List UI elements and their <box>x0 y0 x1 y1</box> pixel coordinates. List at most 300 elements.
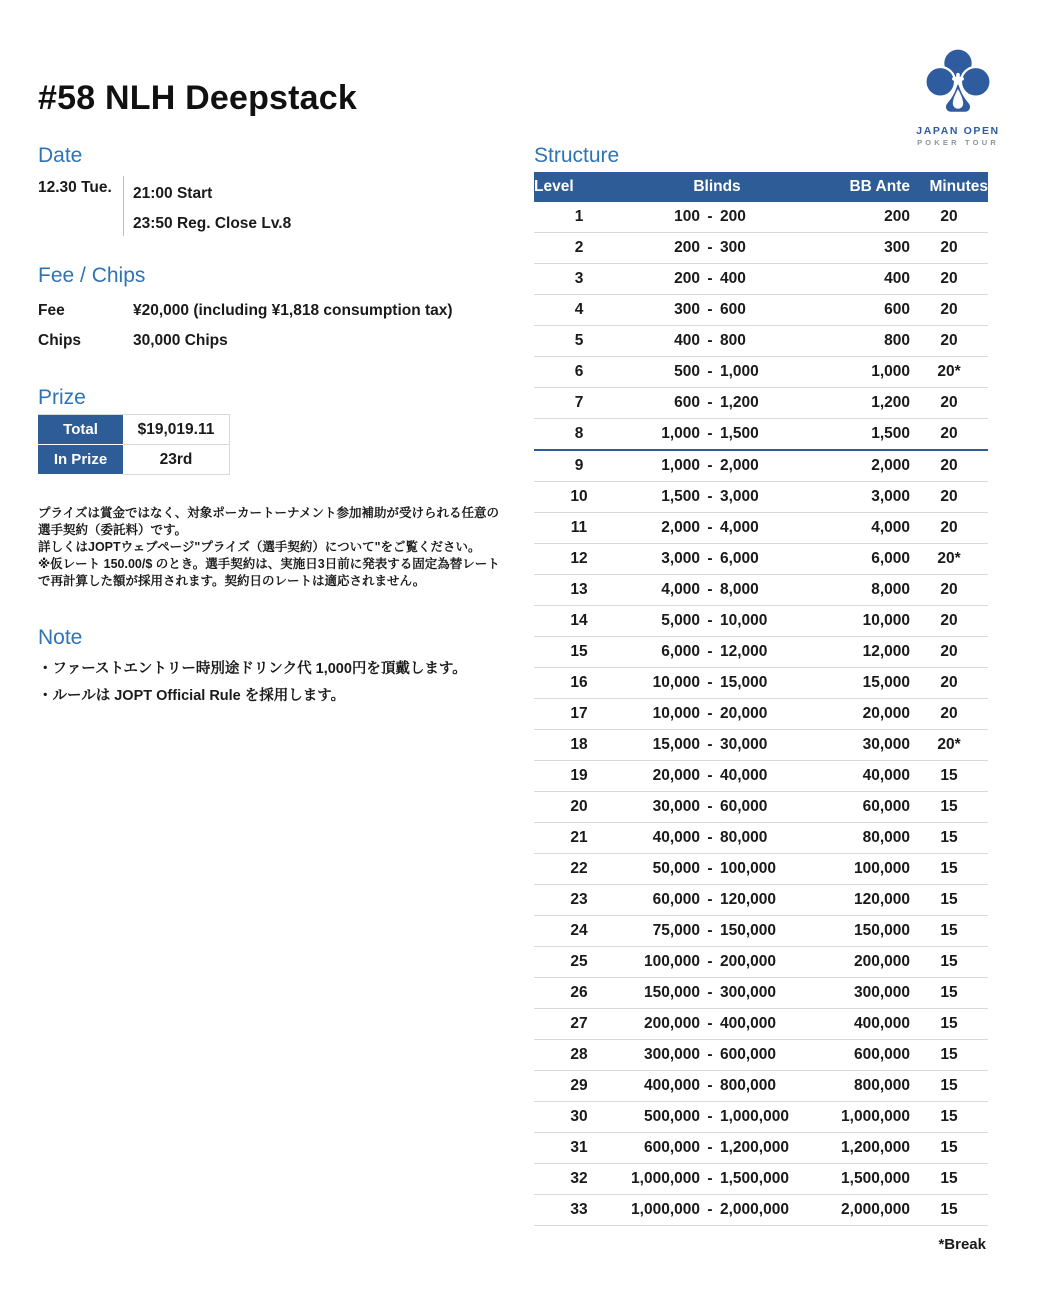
blinds-dash: - <box>707 612 713 629</box>
small-blind-value: 600 <box>674 394 700 411</box>
blinds-dash: - <box>707 1077 713 1094</box>
blinds-cell <box>624 264 810 295</box>
big-blind-value: 1,200,000 <box>720 1139 789 1156</box>
start-time: 21:00 Start <box>133 185 213 202</box>
big-blind-value: 1,000,000 <box>720 1108 789 1125</box>
date-body <box>38 176 498 238</box>
small-blind-value: 1,000 <box>661 425 700 442</box>
structure-row <box>534 730 988 761</box>
bb-ante-cell: 12,000 <box>810 637 910 668</box>
note-items <box>38 656 508 710</box>
bb-ante-cell: 1,000,000 <box>810 1102 910 1133</box>
blinds-wrap <box>624 1046 810 1064</box>
blinds-dash: - <box>707 736 713 753</box>
bb-ante-cell: 200,000 <box>810 947 910 978</box>
blinds-cell <box>624 1040 810 1071</box>
minutes-cell: 15 <box>910 1071 988 1102</box>
small-blind-value: 300,000 <box>643 1046 700 1063</box>
blinds-wrap <box>624 457 810 475</box>
structure-row <box>534 233 988 264</box>
big-blind-value: 800,000 <box>720 1077 777 1094</box>
minutes-cell: 15 <box>910 1133 988 1164</box>
minutes-cell: 20* <box>910 730 988 761</box>
blinds-wrap <box>624 922 810 940</box>
prize-heading: Prize <box>38 386 86 409</box>
minutes-cell: 15 <box>910 885 988 916</box>
jopt-logo <box>912 45 1004 147</box>
blinds-wrap <box>624 798 810 816</box>
level-cell: 10 <box>534 482 624 513</box>
small-blind-value: 10,000 <box>652 674 700 691</box>
structure-row <box>534 854 988 885</box>
fee-chips-heading: Fee / Chips <box>38 264 146 287</box>
blinds-dash: - <box>707 891 713 908</box>
prize-total-value: $19,019.11 <box>123 415 230 445</box>
disclaimer-line-3: ※仮レート 150.00/$ のとき。選手契約は、実施日3日前に発表する固定為替レートで再計算した額が採用されます。契約日のレートは適応されません。 <box>38 557 500 588</box>
blinds-wrap <box>624 643 810 661</box>
prize-total-row <box>38 415 230 445</box>
bb-ante-cell: 2,000 <box>810 450 910 482</box>
blinds-cell <box>624 202 810 233</box>
blinds-cell <box>624 1009 810 1040</box>
big-blind-value: 3,000 <box>720 488 759 505</box>
bb-ante-cell: 150,000 <box>810 916 910 947</box>
blinds-dash: - <box>707 860 713 877</box>
logo-text-poker-tour: POKER TOUR <box>917 138 999 147</box>
bb-ante-cell: 8,000 <box>810 575 910 606</box>
small-blind-value: 1,000,000 <box>631 1170 700 1187</box>
level-cell: 30 <box>534 1102 624 1133</box>
blinds-wrap <box>624 550 810 568</box>
blinds-wrap <box>624 363 810 381</box>
structure-row <box>534 668 988 699</box>
structure-row <box>534 1164 988 1195</box>
big-blind-value: 40,000 <box>720 767 768 784</box>
level-cell: 3 <box>534 264 624 295</box>
minutes-cell: 20 <box>910 419 988 451</box>
small-blind-value: 6,000 <box>661 643 700 660</box>
minutes-cell: 20 <box>910 482 988 513</box>
bb-ante-cell: 800 <box>810 326 910 357</box>
structure-section <box>534 144 990 1253</box>
small-blind-value: 5,000 <box>661 612 700 629</box>
blinds-wrap <box>624 984 810 1002</box>
blinds-cell <box>624 730 810 761</box>
minutes-cell: 20 <box>910 668 988 699</box>
bb-ante-cell: 1,500 <box>810 419 910 451</box>
blinds-wrap <box>624 736 810 754</box>
level-cell: 4 <box>534 295 624 326</box>
chips-row <box>38 326 498 356</box>
structure-row <box>534 450 988 482</box>
bb-ante-cell: 1,200 <box>810 388 910 419</box>
small-blind-value: 50,000 <box>652 860 700 877</box>
level-cell: 15 <box>534 637 624 668</box>
structure-row <box>534 513 988 544</box>
small-blind-value: 200 <box>674 270 700 287</box>
blinds-dash: - <box>707 550 713 567</box>
blinds-dash: - <box>707 519 713 536</box>
blinds-wrap <box>624 1170 810 1188</box>
bb-ante-cell: 40,000 <box>810 761 910 792</box>
level-cell: 27 <box>534 1009 624 1040</box>
blinds-dash: - <box>707 425 713 442</box>
big-blind-value: 600 <box>720 301 746 318</box>
blinds-dash: - <box>707 239 713 256</box>
structure-row <box>534 1040 988 1071</box>
note-item-drink: ・ファーストエントリー時別途ドリンク代 1,000円を頂戴します。 <box>38 661 467 677</box>
prize-section <box>38 386 230 475</box>
column-header-blinds: Blinds <box>624 172 810 202</box>
blinds-dash: - <box>707 1139 713 1156</box>
bb-ante-cell: 4,000 <box>810 513 910 544</box>
blinds-dash: - <box>707 1108 713 1125</box>
bb-ante-cell: 1,500,000 <box>810 1164 910 1195</box>
minutes-cell: 20 <box>910 233 988 264</box>
disclaimer-line-2: 詳しくはJOPTウェブページ"プライズ（選手契約）について"をご覧ください。 <box>38 540 481 554</box>
level-cell: 7 <box>534 388 624 419</box>
blinds-dash: - <box>707 488 713 505</box>
blinds-dash: - <box>707 1046 713 1063</box>
bb-ante-cell: 80,000 <box>810 823 910 854</box>
minutes-cell: 15 <box>910 1040 988 1071</box>
level-cell: 28 <box>534 1040 624 1071</box>
small-blind-value: 2,000 <box>661 519 700 536</box>
blinds-wrap <box>624 891 810 909</box>
level-cell: 5 <box>534 326 624 357</box>
big-blind-value: 100,000 <box>720 860 777 877</box>
big-blind-value: 80,000 <box>720 829 768 846</box>
blinds-wrap <box>624 612 810 630</box>
note-section <box>38 626 508 710</box>
fee-value: ¥20,000 (including ¥1,818 consumption tax) <box>133 302 453 319</box>
prize-table <box>38 414 230 475</box>
small-blind-value: 100,000 <box>643 953 700 970</box>
structure-row <box>534 761 988 792</box>
big-blind-value: 60,000 <box>720 798 768 815</box>
level-cell: 1 <box>534 202 624 233</box>
structure-row <box>534 482 988 513</box>
minutes-cell: 15 <box>910 792 988 823</box>
blinds-wrap <box>624 767 810 785</box>
blinds-dash: - <box>707 363 713 380</box>
blinds-wrap <box>624 1015 810 1033</box>
level-cell: 21 <box>534 823 624 854</box>
bb-ante-cell: 10,000 <box>810 606 910 637</box>
structure-table-body <box>534 202 988 1226</box>
small-blind-value: 10,000 <box>652 705 700 722</box>
small-blind-value: 30,000 <box>652 798 700 815</box>
level-cell: 33 <box>534 1195 624 1226</box>
blinds-dash: - <box>707 798 713 815</box>
structure-row <box>534 637 988 668</box>
big-blind-value: 200 <box>720 208 746 225</box>
big-blind-value: 4,000 <box>720 519 759 536</box>
prize-inprize-label: In Prize <box>38 445 123 475</box>
minutes-cell: 15 <box>910 854 988 885</box>
minutes-cell: 15 <box>910 1102 988 1133</box>
minutes-cell: 20 <box>910 202 988 233</box>
minutes-cell: 15 <box>910 947 988 978</box>
structure-row <box>534 1102 988 1133</box>
level-cell: 19 <box>534 761 624 792</box>
minutes-cell: 20 <box>910 388 988 419</box>
minutes-cell: 20 <box>910 295 988 326</box>
level-cell: 2 <box>534 233 624 264</box>
blinds-cell <box>624 513 810 544</box>
structure-row <box>534 544 988 575</box>
blinds-cell <box>624 450 810 482</box>
blinds-cell <box>624 575 810 606</box>
structure-row <box>534 295 988 326</box>
blinds-dash: - <box>707 1170 713 1187</box>
bb-ante-cell: 30,000 <box>810 730 910 761</box>
structure-table-head <box>534 172 988 202</box>
bb-ante-cell: 15,000 <box>810 668 910 699</box>
blinds-dash: - <box>707 332 713 349</box>
minutes-cell: 20 <box>910 575 988 606</box>
structure-row <box>534 264 988 295</box>
blinds-wrap <box>624 674 810 692</box>
date-day: 12.30 Tue. <box>38 179 112 196</box>
blinds-dash: - <box>707 1015 713 1032</box>
blinds-dash: - <box>707 922 713 939</box>
structure-table <box>534 172 988 1226</box>
blinds-wrap <box>624 1077 810 1095</box>
minutes-cell: 15 <box>910 823 988 854</box>
minutes-cell: 20 <box>910 699 988 730</box>
fee-label: Fee <box>38 302 65 319</box>
chips-label: Chips <box>38 332 82 349</box>
big-blind-value: 600,000 <box>720 1046 777 1063</box>
structure-row <box>534 699 988 730</box>
bb-ante-cell: 120,000 <box>810 885 910 916</box>
blinds-wrap <box>624 519 810 537</box>
small-blind-value: 400 <box>674 332 700 349</box>
big-blind-value: 6,000 <box>720 550 759 567</box>
big-blind-value: 2,000 <box>720 457 759 474</box>
big-blind-value: 1,000 <box>720 363 759 380</box>
blinds-wrap <box>624 425 810 443</box>
structure-row <box>534 1133 988 1164</box>
blinds-wrap <box>624 860 810 878</box>
small-blind-value: 60,000 <box>652 891 700 908</box>
club-drop-icon <box>921 45 995 123</box>
column-header-minutes: Minutes <box>910 172 988 202</box>
level-cell: 6 <box>534 357 624 388</box>
minutes-cell: 15 <box>910 1164 988 1195</box>
blinds-cell <box>624 1102 810 1133</box>
blinds-cell <box>624 947 810 978</box>
blinds-cell <box>624 792 810 823</box>
date-heading: Date <box>38 144 83 167</box>
column-header-bb-ante: BB Ante <box>810 172 910 202</box>
blinds-cell <box>624 699 810 730</box>
structure-header-row <box>534 172 988 202</box>
blinds-cell <box>624 668 810 699</box>
structure-row <box>534 792 988 823</box>
big-blind-value: 300,000 <box>720 984 777 1001</box>
level-cell: 23 <box>534 885 624 916</box>
level-cell: 13 <box>534 575 624 606</box>
blinds-wrap <box>624 239 810 257</box>
structure-row <box>534 202 988 233</box>
small-blind-value: 1,000,000 <box>631 1201 700 1218</box>
big-blind-value: 12,000 <box>720 643 768 660</box>
minutes-cell: 15 <box>910 978 988 1009</box>
bb-ante-cell: 600,000 <box>810 1040 910 1071</box>
blinds-dash: - <box>707 1201 713 1218</box>
blinds-cell <box>624 482 810 513</box>
break-footnote: *Break <box>938 1236 986 1253</box>
blinds-dash: - <box>707 394 713 411</box>
blinds-dash: - <box>707 457 713 474</box>
prize-inprize-value: 23rd <box>123 445 230 475</box>
logo-text-japan-open: JAPAN OPEN <box>916 125 1000 137</box>
small-blind-value: 1,500 <box>661 488 700 505</box>
small-blind-value: 20,000 <box>652 767 700 784</box>
blinds-dash: - <box>707 581 713 598</box>
big-blind-value: 15,000 <box>720 674 768 691</box>
level-cell: 25 <box>534 947 624 978</box>
blinds-wrap <box>624 581 810 599</box>
disclaimer-line-1: プライズは賞金ではなく、対象ポーカートーナメント参加補助が受けられる任意の選手契約（委託料）です。 <box>38 506 500 537</box>
minutes-cell: 20 <box>910 264 988 295</box>
structure-row <box>534 606 988 637</box>
level-cell: 17 <box>534 699 624 730</box>
bb-ante-cell: 400 <box>810 264 910 295</box>
big-blind-value: 10,000 <box>720 612 768 629</box>
structure-row <box>534 885 988 916</box>
blinds-cell <box>624 1195 810 1226</box>
blinds-dash: - <box>707 270 713 287</box>
blinds-dash: - <box>707 829 713 846</box>
blinds-dash: - <box>707 767 713 784</box>
minutes-cell: 15 <box>910 1195 988 1226</box>
blinds-cell <box>624 388 810 419</box>
big-blind-value: 20,000 <box>720 705 768 722</box>
minutes-cell: 15 <box>910 916 988 947</box>
blinds-cell <box>624 544 810 575</box>
level-cell: 16 <box>534 668 624 699</box>
big-blind-value: 1,500 <box>720 425 759 442</box>
blinds-cell <box>624 419 810 451</box>
note-heading: Note <box>38 626 83 649</box>
blinds-dash: - <box>707 674 713 691</box>
bb-ante-cell: 400,000 <box>810 1009 910 1040</box>
prize-disclaimer <box>38 505 508 590</box>
level-cell: 9 <box>534 450 624 482</box>
blinds-wrap <box>624 488 810 506</box>
level-cell: 22 <box>534 854 624 885</box>
blinds-dash: - <box>707 301 713 318</box>
big-blind-value: 150,000 <box>720 922 777 939</box>
level-cell: 18 <box>534 730 624 761</box>
structure-row <box>534 388 988 419</box>
bb-ante-cell: 300 <box>810 233 910 264</box>
minutes-cell: 20* <box>910 544 988 575</box>
big-blind-value: 30,000 <box>720 736 768 753</box>
big-blind-value: 300 <box>720 239 746 256</box>
minutes-cell: 20 <box>910 637 988 668</box>
structure-row <box>534 1195 988 1226</box>
bb-ante-cell: 300,000 <box>810 978 910 1009</box>
fee-chips-rows <box>38 296 498 356</box>
minutes-cell: 20* <box>910 357 988 388</box>
page-title: #58 NLH Deepstack <box>38 78 357 117</box>
blinds-wrap <box>624 208 810 226</box>
prize-total-label: Total <box>38 415 123 445</box>
small-blind-value: 400,000 <box>643 1077 700 1094</box>
small-blind-value: 500 <box>674 363 700 380</box>
small-blind-value: 15,000 <box>652 736 700 753</box>
blinds-cell <box>624 357 810 388</box>
minutes-cell: 20 <box>910 606 988 637</box>
small-blind-value: 40,000 <box>652 829 700 846</box>
big-blind-value: 8,000 <box>720 581 759 598</box>
small-blind-value: 200,000 <box>643 1015 700 1032</box>
bb-ante-cell: 1,200,000 <box>810 1133 910 1164</box>
structure-row <box>534 575 988 606</box>
blinds-dash: - <box>707 705 713 722</box>
structure-row <box>534 357 988 388</box>
date-times <box>133 179 291 239</box>
small-blind-value: 200 <box>674 239 700 256</box>
prize-inprize-row <box>38 445 230 475</box>
minutes-cell: 20 <box>910 513 988 544</box>
minutes-cell: 15 <box>910 1009 988 1040</box>
bb-ante-cell: 6,000 <box>810 544 910 575</box>
blinds-wrap <box>624 953 810 971</box>
small-blind-value: 3,000 <box>661 550 700 567</box>
blinds-cell <box>624 761 810 792</box>
structure-heading: Structure <box>534 144 620 167</box>
bb-ante-cell: 100,000 <box>810 854 910 885</box>
small-blind-value: 100 <box>674 208 700 225</box>
level-cell: 14 <box>534 606 624 637</box>
big-blind-value: 1,200 <box>720 394 759 411</box>
structure-row <box>534 947 988 978</box>
bb-ante-cell: 20,000 <box>810 699 910 730</box>
bb-ante-cell: 800,000 <box>810 1071 910 1102</box>
level-cell: 11 <box>534 513 624 544</box>
small-blind-value: 150,000 <box>643 984 700 1001</box>
structure-row <box>534 419 988 451</box>
blinds-cell <box>624 326 810 357</box>
date-divider <box>123 176 124 236</box>
small-blind-value: 4,000 <box>661 581 700 598</box>
level-cell: 31 <box>534 1133 624 1164</box>
level-cell: 8 <box>534 419 624 451</box>
blinds-wrap <box>624 332 810 350</box>
fee-chips-section <box>38 264 498 356</box>
blinds-dash: - <box>707 208 713 225</box>
blinds-wrap <box>624 301 810 319</box>
level-cell: 12 <box>534 544 624 575</box>
blinds-wrap <box>624 705 810 723</box>
blinds-dash: - <box>707 953 713 970</box>
reg-close-time: 23:50 Reg. Close Lv.8 <box>133 215 292 232</box>
small-blind-value: 300 <box>674 301 700 318</box>
blinds-wrap <box>624 1108 810 1126</box>
big-blind-value: 400,000 <box>720 1015 777 1032</box>
minutes-cell: 15 <box>910 761 988 792</box>
bb-ante-cell: 60,000 <box>810 792 910 823</box>
blinds-cell <box>624 916 810 947</box>
blinds-wrap <box>624 1201 810 1219</box>
level-cell: 29 <box>534 1071 624 1102</box>
structure-row <box>534 978 988 1009</box>
